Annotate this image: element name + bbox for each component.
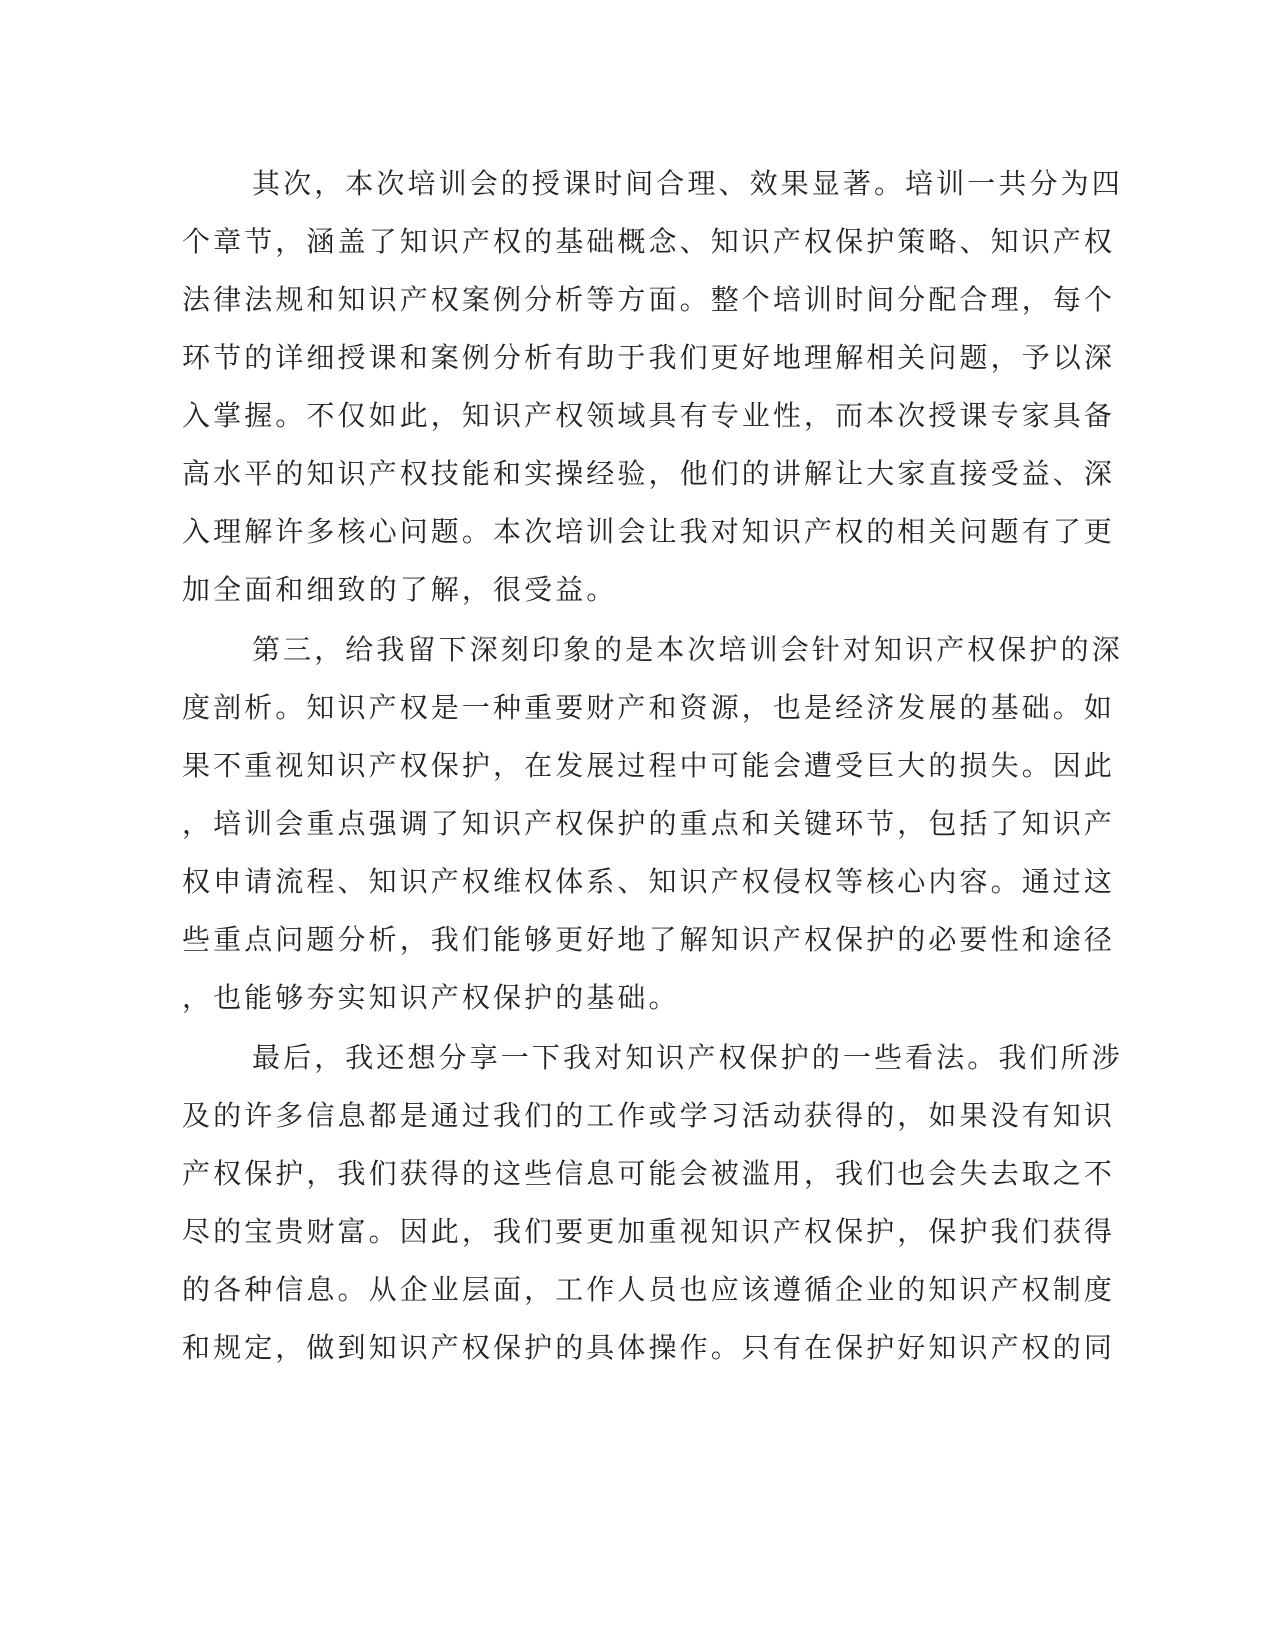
paragraph-line: 尽的宝贵财富。因此，我们要更加重视知识产权保护，保护我们获得 <box>182 1215 1116 1248</box>
paragraph-line: 其次，本次培训会的授课时间合理、效果显著。培训一共分为四 <box>252 167 1123 200</box>
paragraph-line: 的各种信息。从企业层面，工作人员也应该遵循企业的知识产权制度 <box>182 1273 1116 1306</box>
paragraph-line: 果不重视知识产权保护，在发展过程中可能会遭受巨大的损失。因此 <box>182 749 1116 782</box>
paragraph-line: 产权保护，我们获得的这些信息可能会被滥用，我们也会失去取之不 <box>182 1157 1116 1190</box>
paragraph-line: 环节的详细授课和案例分析有助于我们更好地理解相关问题，予以深 <box>182 341 1116 374</box>
paragraph-line: 和规定，做到知识产权保护的具体操作。只有在保护好知识产权的同 <box>182 1331 1116 1364</box>
paragraph-line: 及的许多信息都是通过我们的工作或学习活动获得的，如果没有知识 <box>182 1099 1116 1132</box>
paragraph-line: 高水平的知识产权技能和实操经验，他们的讲解让大家直接受益、深 <box>182 457 1116 490</box>
paragraph-line: 加全面和细致的了解，很受益。 <box>182 573 618 606</box>
paragraph-line: 权申请流程、知识产权维权体系、知识产权侵权等核心内容。通过这 <box>182 865 1116 898</box>
paragraph-line: 入理解许多核心问题。本次培训会让我对知识产权的相关问题有了更 <box>182 515 1116 548</box>
paragraph-line: 个章节，涵盖了知识产权的基础概念、知识产权保护策略、知识产权 <box>182 225 1116 258</box>
paragraph-line: 度剖析。知识产权是一种重要财产和资源，也是经济发展的基础。如 <box>182 691 1116 724</box>
paragraph-line: 第三，给我留下深刻印象的是本次培训会针对知识产权保护的深 <box>252 633 1123 666</box>
paragraph-line: 些重点问题分析，我们能够更好地了解知识产权保护的必要性和途径 <box>182 923 1116 956</box>
paragraph-line: 法律法规和知识产权案例分析等方面。整个培训时间分配合理，每个 <box>182 283 1116 316</box>
paragraph-line: ，培训会重点强调了知识产权保护的重点和关键环节，包括了知识产 <box>182 807 1116 840</box>
paragraph-line: ，也能够夯实知识产权保护的基础。 <box>182 981 680 1014</box>
paragraph-line: 最后，我还想分享一下我对知识产权保护的一些看法。我们所涉 <box>252 1041 1123 1074</box>
paragraph-line: 入掌握。不仅如此，知识产权领域具有专业性，而本次授课专家具备 <box>182 399 1116 432</box>
